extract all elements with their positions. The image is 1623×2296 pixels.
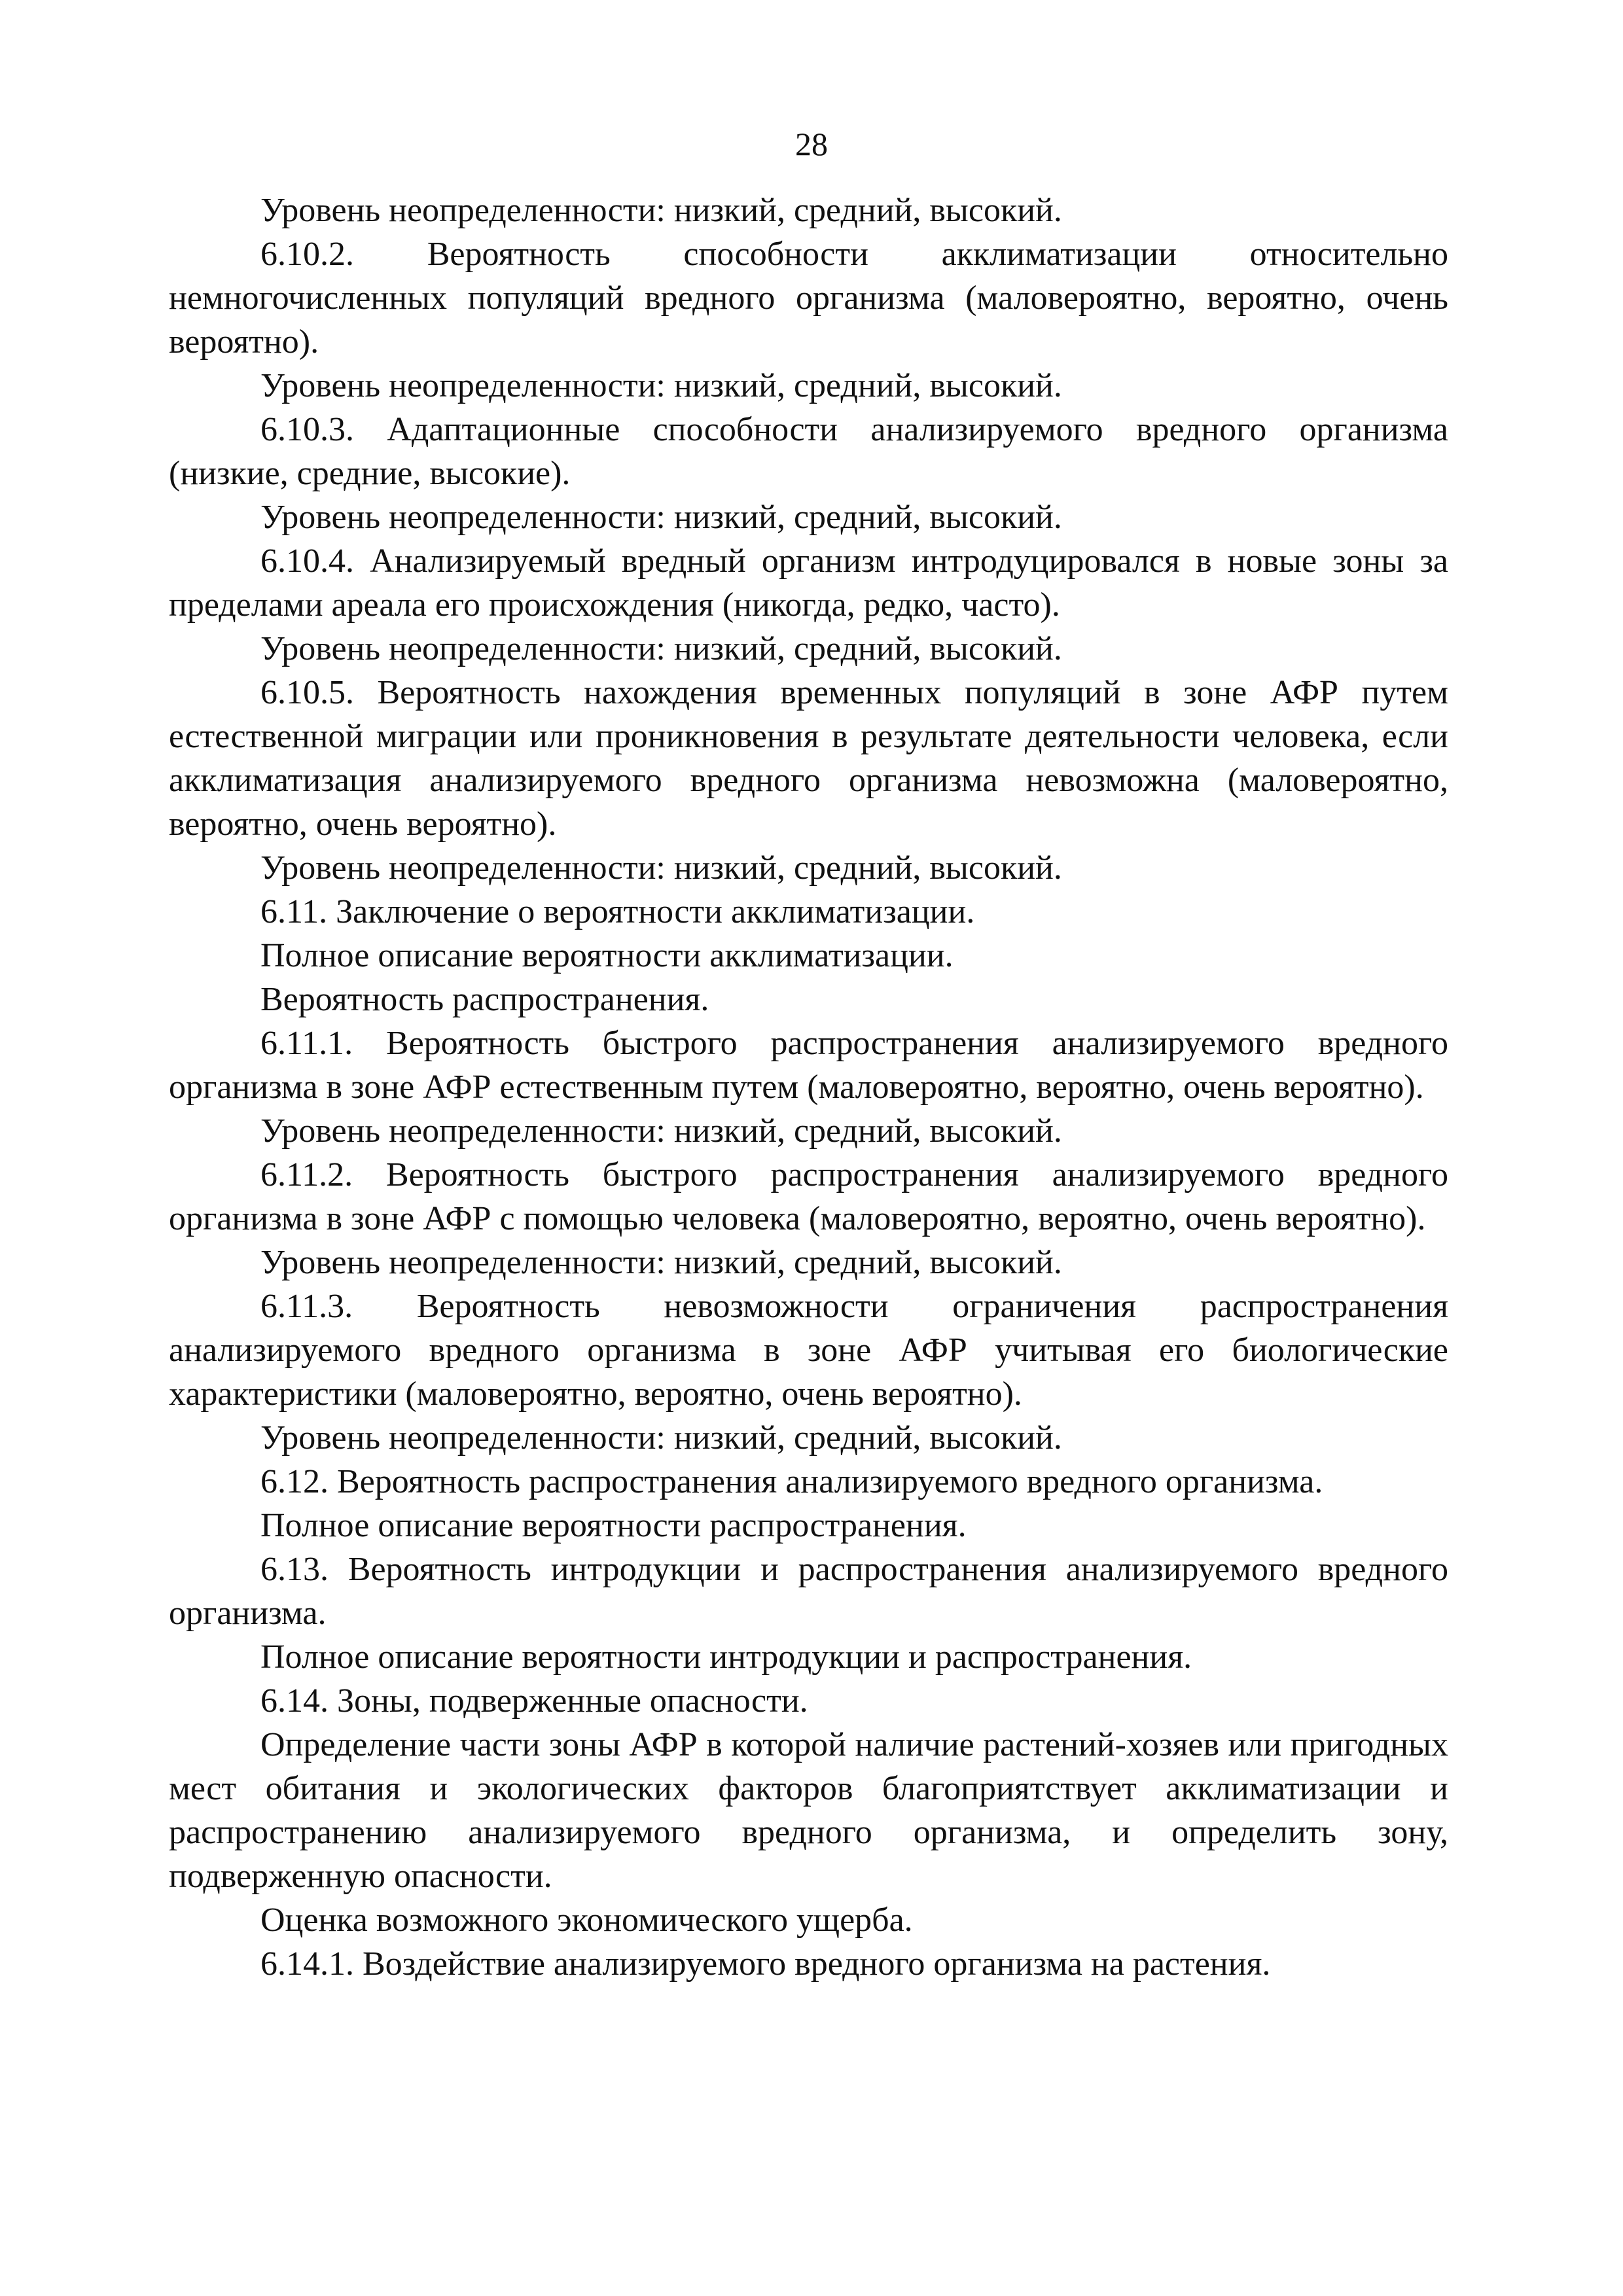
paragraph: Уровень неопределенности: низкий, средний, высокий. [260, 192, 1062, 229]
paragraph: 6.11.1. Вероятность быстрого распространения анализируемого вредного организма в зоне АФР естественным путем (маловероятно, вероятно, очень вероятно). [169, 1025, 1448, 1106]
paragraph: Полное описание вероятности интродукции и распространения. [260, 1638, 1192, 1676]
paragraph: 6.10.4. Анализируемый вредный организм интродуцировался в новые зоны за пределами ареала его происхождения (никогда, редко, часто). [169, 542, 1448, 624]
paragraph: Уровень неопределенности: низкий, средний, высокий. [260, 367, 1062, 404]
paragraph: 6.10.3. Адаптационные способности анализируемого вредного организма (низкие, средние, высокие). [169, 411, 1448, 492]
document-body [169, 188, 1448, 1986]
page-number: 28 [795, 126, 828, 162]
paragraph: Определение части зоны АФР в которой наличие растений-хозяев или пригодных мест обитания и экологических факторов благоприятствует акклиматизации и распространению анализируемого вредного организма, и определить зону, подверженную опасности. [169, 1726, 1448, 1895]
paragraph: Полное описание вероятности распространения. [260, 1507, 967, 1544]
paragraph: Уровень неопределенности: низкий, средний, высокий. [260, 630, 1062, 667]
paragraph: 6.11.2. Вероятность быстрого распространения анализируемого вредного организма в зоне АФР с помощью человека (маловероятно, вероятно, очень вероятно). [169, 1156, 1448, 1237]
paragraph: Вероятность распространения. [260, 981, 709, 1018]
paragraph: Уровень неопределенности: низкий, средний, высокий. [260, 1419, 1062, 1457]
paragraph: Оценка возможного экономического ущерба. [260, 1901, 913, 1939]
paragraph: 6.10.5. Вероятность нахождения временных популяций в зоне АФР путем естественной миграции или проникновения в результате деятельности человека, если акклиматизация анализируемого вредного организма невозможна (маловероятно, вероятно, очень вероятно). [169, 674, 1448, 843]
paragraph: 6.10.2. Вероятность способности акклиматизации относительно немногочисленных популяций вредного организма (маловероятно, вероятно, очень вероятно). [169, 236, 1448, 361]
paragraph: Уровень неопределенности: низкий, средний, высокий. [260, 499, 1062, 536]
paragraph: Уровень неопределенности: низкий, средний, высокий. [260, 1244, 1062, 1281]
paragraph: 6.13. Вероятность интродукции и распространения анализируемого вредного организма. [169, 1551, 1448, 1632]
paragraph: 6.11.3. Вероятность невозможности ограничения распространения анализируемого вредного организма в зоне АФР учитывая его биологические характеристики (маловероятно, вероятно, очень вероятно). [169, 1288, 1448, 1413]
paragraph: 6.14.1. Воздействие анализируемого вредного организма на растения. [260, 1945, 1271, 1983]
paragraph: Полное описание вероятности акклиматизации. [260, 937, 954, 974]
paragraph: 6.11. Заключение о вероятности акклиматизации. [260, 893, 975, 930]
paragraph: 6.12. Вероятность распространения анализируемого вредного организма. [260, 1463, 1323, 1500]
paragraph: 6.14. Зоны, подверженные опасности. [260, 1682, 808, 1720]
paragraph: Уровень неопределенности: низкий, средний, высокий. [260, 849, 1062, 887]
paragraph: Уровень неопределенности: низкий, средний, высокий. [260, 1112, 1062, 1150]
